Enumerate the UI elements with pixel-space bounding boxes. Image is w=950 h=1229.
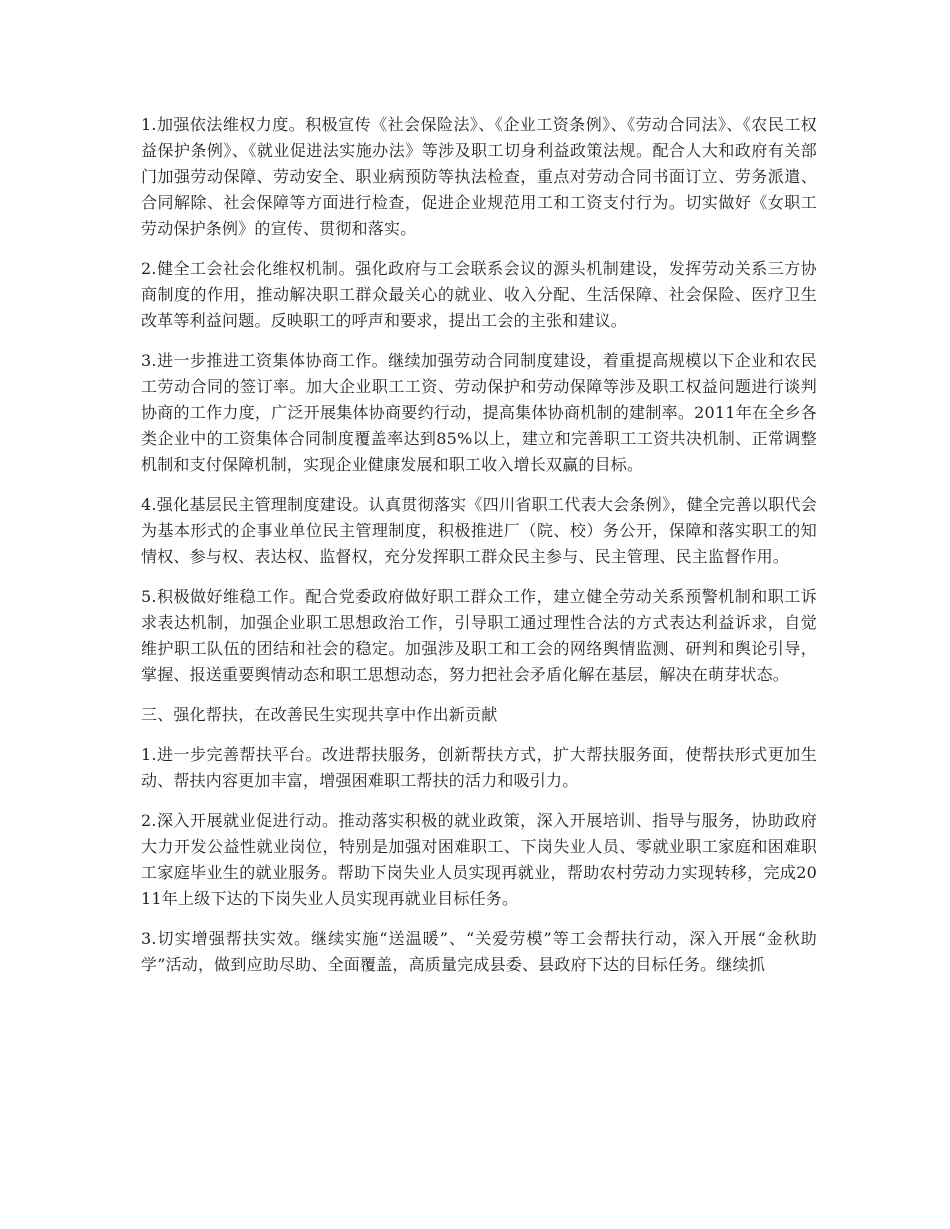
paragraph-2: 2.健全工会社会化维权机制。强化政府与工会联系会议的源头机制建设，发挥劳动关系三方协商制度的作用，推动解决职工群众最关心的就业、收入分配、生活保障、社会保险、医疗卫生改革等利益问题。反映职工的呼声和要求，提出工会的主张和建议。 — [141, 259, 817, 330]
section-heading: 三、强化帮扶，在改善民生实现共享中作出新贡献 — [141, 705, 498, 724]
section-paragraph-1: 1.进一步完善帮扶平台。改进帮扶服务，创新帮扶方式，扩大帮扶服务面，使帮扶形式更加生动、帮扶内容更加丰富，增强困难职工帮扶的活力和吸引力。 — [141, 745, 817, 790]
paragraph-5: 5.积极做好维稳工作。配合党委政府做好职工群众工作，建立健全劳动关系预警机制和职工诉求表达机制，加强企业职工思想政治工作，引导职工通过理性合法的方式表达利益诉求，自觉维护职工队伍的团结和社会的稳定。加强涉及职工和工会的网络舆情监测、研判和舆论引导，掌握、报送重要舆情动态和职工思想动态，努力把社会矛盾化解在基层，解决在萌芽状态。 — [141, 587, 817, 684]
section-paragraph-2: 2.深入开展就业促进行动。推动落实积极的就业政策，深入开展培训、指导与服务，协助政府大力开发公益性就业岗位，特别是加强对困难职工、下岗失业人员、零就业职工家庭和困难职工家庭毕业生的就业服务。帮助下岗失业人员实现再就业，帮助农村劳动力实现转移，完成2011年上级下达的下岗失业人员实现再就业目标任务。 — [141, 811, 817, 908]
document-body — [141, 112, 817, 992]
paragraph-4: 4.强化基层民主管理制度建设。认真贯彻落实《四川省职工代表大会条例》，健全完善以职代会为基本形式的企事业单位民主管理制度，积极推进厂（院、校）务公开，保障和落实职工的知情权、参与权、表达权、监督权，充分发挥职工群众民主参与、民主管理、民主监督作用。 — [141, 495, 817, 566]
paragraph-3: 3.进一步推进工资集体协商工作。继续加强劳动合同制度建设，着重提高规模以下企业和农民工劳动合同的签订率。加大企业职工工资、劳动保护和劳动保障等涉及职工权益问题进行谈判协商的工作力度，广泛开展集体协商要约行动，提高集体协商机制的建制率。2011年在全乡各类企业中的工资集体合同制度覆盖率达到85%以上，建立和完善职工工资共决机制、正常调整机制和支付保障机制，实现企业健康发展和职工收入增长双赢的目标。 — [141, 351, 817, 474]
paragraph-1: 1.加强依法维权力度。积极宣传《社会保险法》、《企业工资条例》、《劳动合同法》、《农民工权益保护条例》、《就业促进法实施办法》等涉及职工切身利益政策法规。配合人大和政府有关部门加强劳动保障、劳动安全、职业病预防等执法检查，重点对劳动合同书面订立、劳务派遣、合同解除、社会保障等方面进行检查，促进企业规范用工和工资支付行为。切实做好《女职工劳动保护条例》的宣传、贯彻和落实。 — [141, 115, 817, 238]
section-paragraph-3: 3.切实增强帮扶实效。继续实施“送温暖”、“关爱劳模”等工会帮扶行动，深入开展“金秋助学”活动，做到应助尽助、全面覆盖，高质量完成县委、县政府下达的目标任务。继续抓 — [141, 929, 817, 974]
